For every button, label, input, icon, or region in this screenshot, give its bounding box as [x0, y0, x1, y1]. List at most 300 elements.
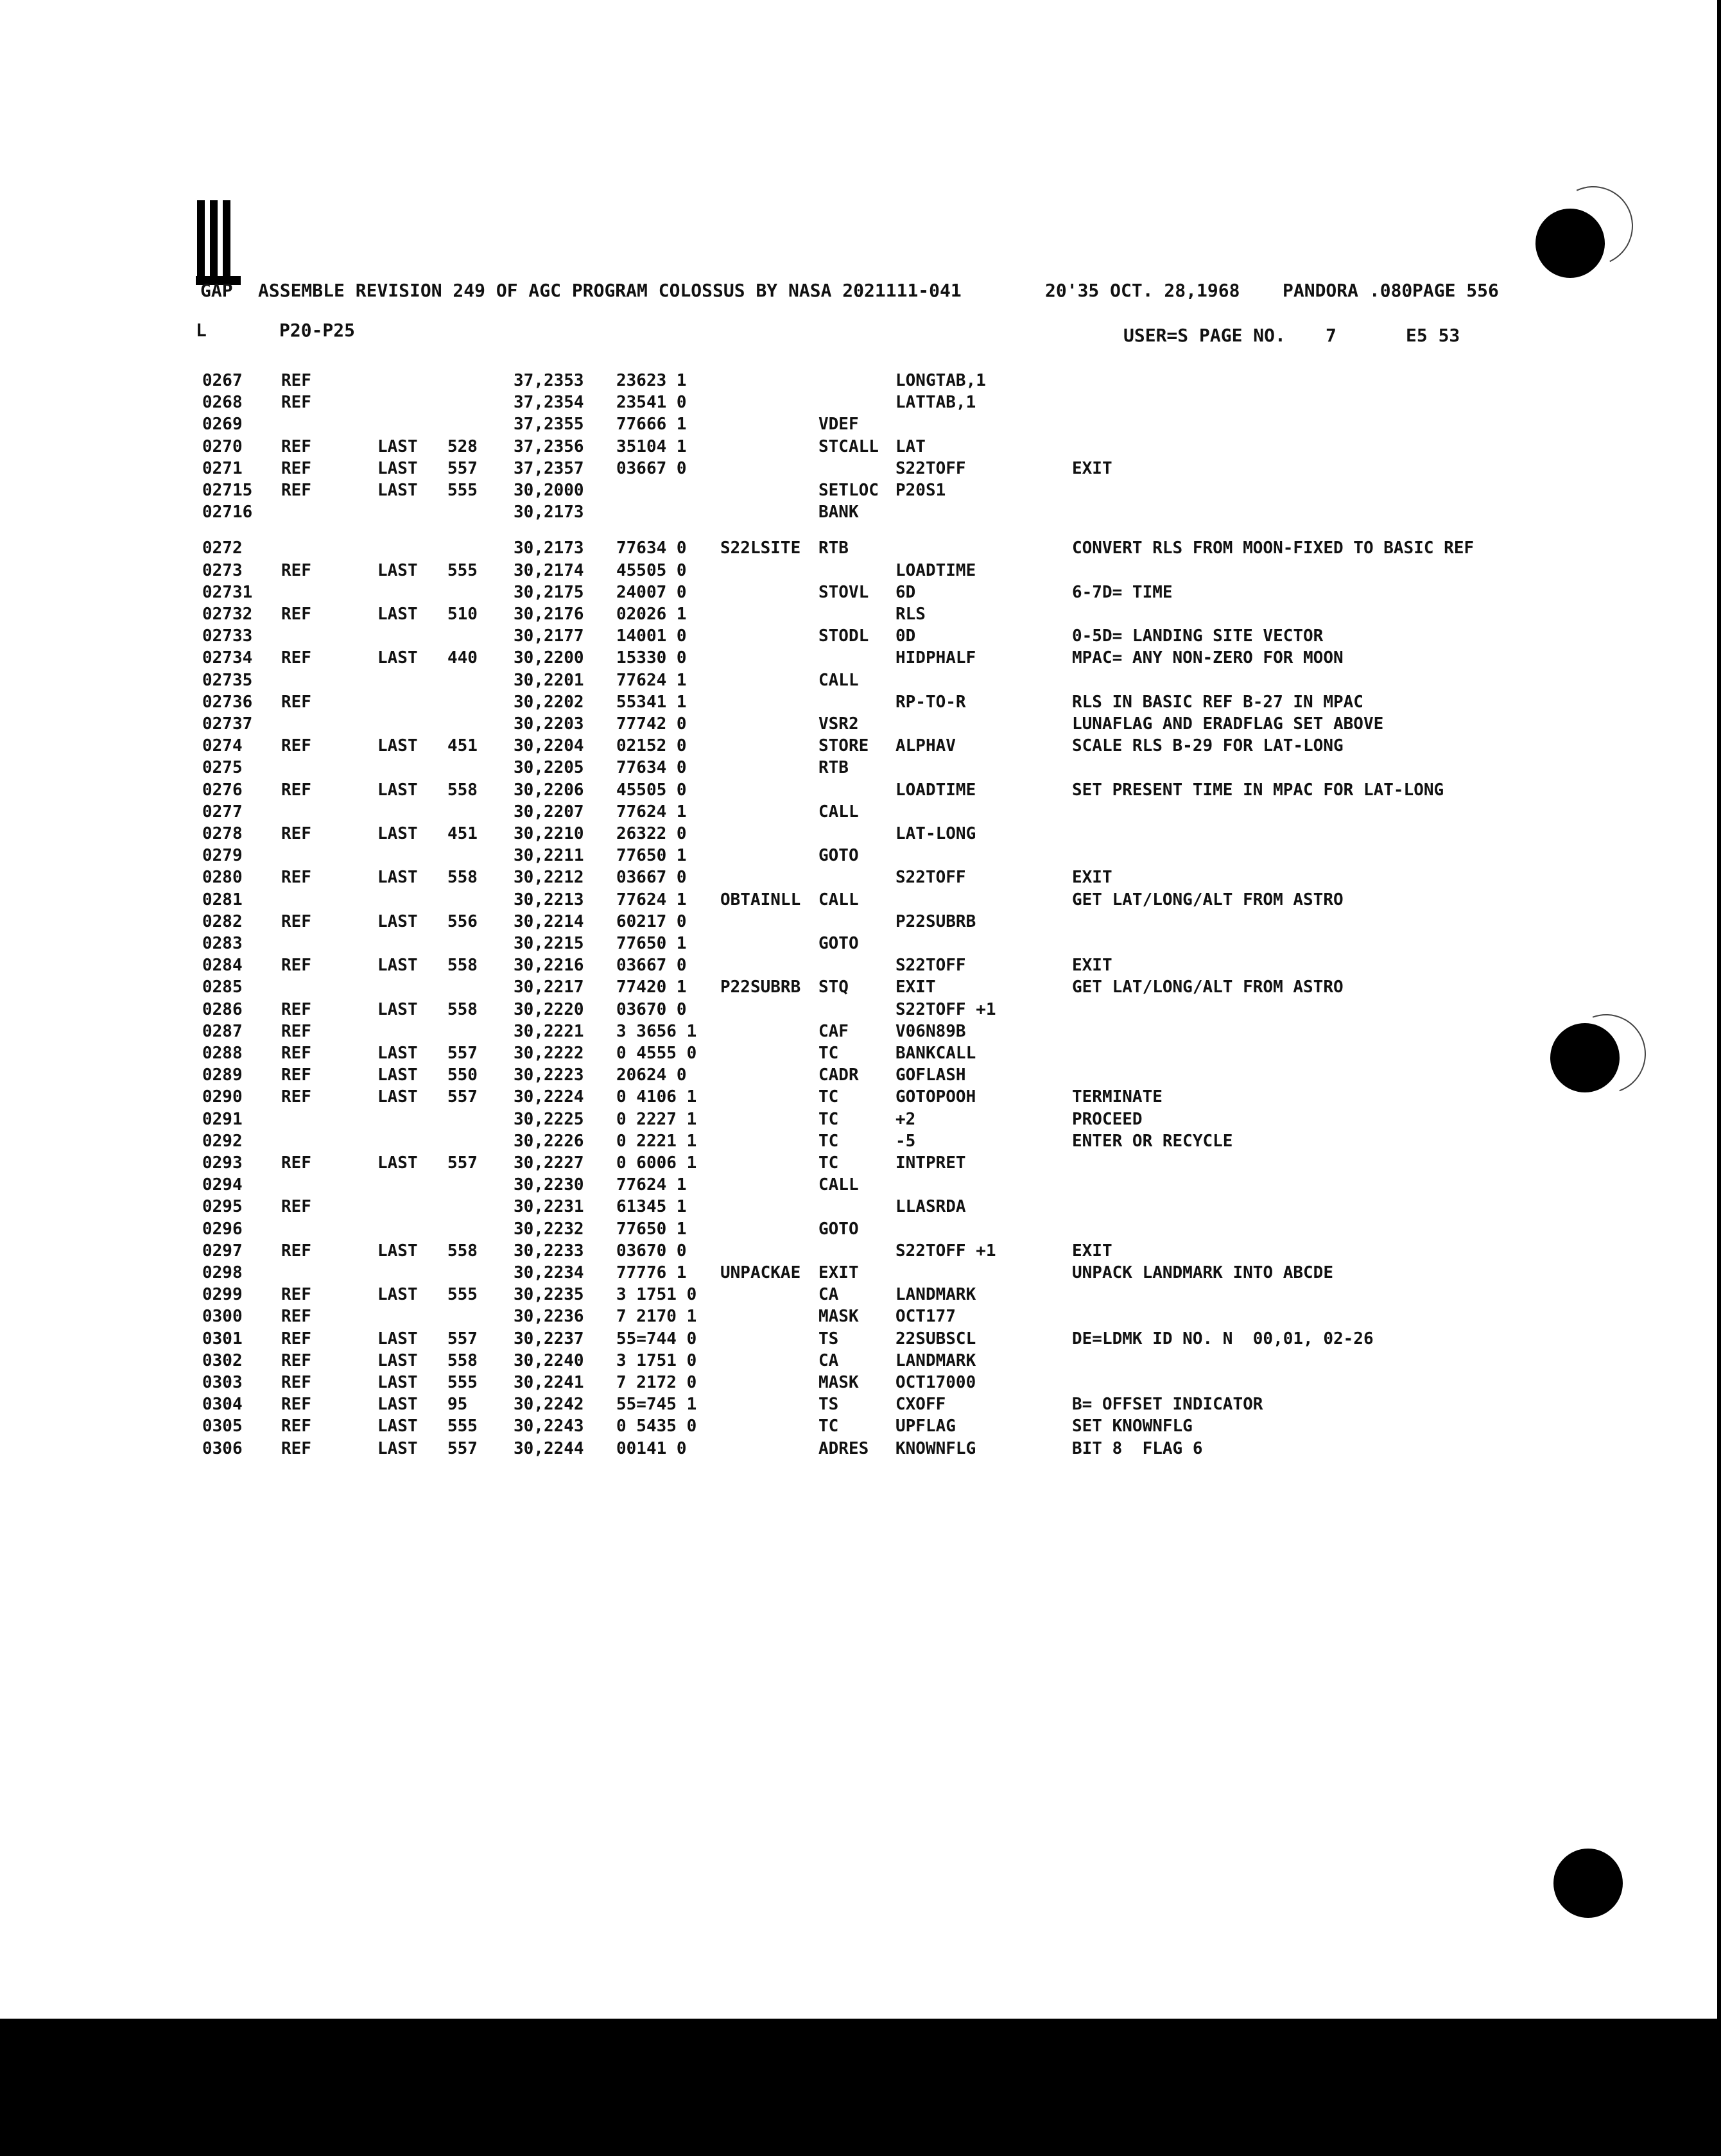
cell-ref: REF	[281, 1329, 311, 1349]
cell-num: 0304	[202, 1395, 243, 1415]
cell-addr: 30,2211	[514, 846, 584, 866]
cell-word: 0 4555 0	[616, 1044, 697, 1063]
cell-label: S22LSITE	[720, 539, 801, 558]
cell-op: STCALL	[818, 436, 879, 456]
cell-num: 02734	[202, 648, 253, 668]
cell-operand: LOADTIME	[895, 780, 976, 800]
cell-last: LAST	[377, 911, 418, 931]
cell-ref: REF	[281, 956, 311, 976]
cell-word: 23541 0	[616, 393, 687, 413]
cell-addr: 30,2201	[514, 670, 584, 690]
cell-operand: P20S1	[895, 481, 946, 500]
cell-num: 0306	[202, 1438, 243, 1458]
cell-num: 0268	[202, 393, 243, 413]
cell-word: 77776 1	[616, 1263, 687, 1282]
cell-last: LAST	[377, 868, 418, 888]
cell-addr: 30,2000	[514, 481, 584, 500]
cell-addr: 30,2200	[514, 648, 584, 668]
cell-op: TC	[818, 1087, 839, 1107]
cell-op: RTB	[818, 758, 849, 778]
cell-last: LAST	[377, 560, 418, 580]
cell-op: CALL	[818, 890, 859, 910]
cell-op: STOVL	[818, 582, 869, 602]
cell-ln: 555	[447, 1373, 478, 1392]
cell-addr: 30,2220	[514, 999, 584, 1019]
cell-ln: 558	[447, 1350, 478, 1370]
cell-num: 0273	[202, 560, 243, 580]
cell-ln: 555	[447, 481, 478, 500]
cell-num: 0292	[202, 1131, 243, 1151]
cell-addr: 30,2235	[514, 1285, 584, 1305]
cell-ref: REF	[281, 1197, 311, 1217]
cell-addr: 30,2176	[514, 605, 584, 624]
cell-num: 0271	[202, 458, 243, 478]
cell-word: 20624 0	[616, 1065, 687, 1085]
cell-word: 77742 0	[616, 714, 687, 734]
cell-addr: 30,2236	[514, 1307, 584, 1327]
cell-ref: REF	[281, 1373, 311, 1392]
cell-num: 0303	[202, 1373, 243, 1392]
cell-word: 26322 0	[616, 824, 687, 843]
cell-op: BANK	[818, 503, 859, 522]
cell-num: 0274	[202, 736, 243, 756]
cell-comment: LUNAFLAG AND ERADFLAG SET ABOVE	[1072, 714, 1384, 734]
cell-addr: 30,2173	[514, 539, 584, 558]
cell-num: 0287	[202, 1021, 243, 1041]
cell-ln: 558	[447, 956, 478, 976]
cell-word: 77650 1	[616, 1219, 687, 1239]
cell-word: 45505 0	[616, 780, 687, 800]
cell-last: LAST	[377, 1417, 418, 1436]
cell-op: STODL	[818, 626, 869, 646]
cell-comment: SET PRESENT TIME IN MPAC FOR LAT-LONG	[1072, 780, 1444, 800]
cell-num: 02732	[202, 605, 253, 624]
cell-ln: 555	[447, 1417, 478, 1436]
cell-label: P22SUBRB	[720, 978, 801, 997]
cell-op: GOTO	[818, 846, 859, 866]
cell-last: LAST	[377, 436, 418, 456]
cell-ref: REF	[281, 1307, 311, 1327]
header-mark: GAP	[200, 280, 233, 301]
punch-hole-bottom	[1553, 1849, 1623, 1918]
cell-addr: 30,2240	[514, 1350, 584, 1370]
cell-operand: LLASRDA	[895, 1197, 966, 1217]
cell-word: 55=744 0	[616, 1329, 697, 1349]
cell-ref: REF	[281, 1417, 311, 1436]
cell-last: LAST	[377, 1438, 418, 1458]
cell-word: 00141 0	[616, 1438, 687, 1458]
cell-ref: REF	[281, 911, 311, 931]
cell-ref: REF	[281, 605, 311, 624]
cell-ref: REF	[281, 736, 311, 756]
cell-num: 02736	[202, 692, 253, 712]
cell-last: LAST	[377, 481, 418, 500]
cell-addr: 30,2223	[514, 1065, 584, 1085]
cell-ref: REF	[281, 999, 311, 1019]
cell-last: LAST	[377, 1241, 418, 1261]
cell-comment: EXIT	[1072, 458, 1112, 478]
cell-operand: V06N89B	[895, 1021, 966, 1041]
cell-num: 0300	[202, 1307, 243, 1327]
cell-comment: 6-7D= TIME	[1072, 582, 1173, 602]
cell-op: CAF	[818, 1021, 849, 1041]
cell-addr: 30,2241	[514, 1373, 584, 1392]
cell-num: 02731	[202, 582, 253, 602]
cell-addr: 37,2356	[514, 436, 584, 456]
cell-op: TC	[818, 1109, 839, 1129]
cell-ln: 557	[447, 1087, 478, 1107]
cell-comment: EXIT	[1072, 868, 1112, 888]
cell-op: CA	[818, 1285, 839, 1305]
cell-num: 0285	[202, 978, 243, 997]
cell-op: VSR2	[818, 714, 859, 734]
cell-operand: OCT17000	[895, 1373, 976, 1392]
cell-addr: 30,2224	[514, 1087, 584, 1107]
cell-operand: 22SUBSCL	[895, 1329, 976, 1349]
header-system: PANDORA .080	[1283, 280, 1413, 301]
cell-operand: KNOWNFLG	[895, 1438, 976, 1458]
punch-hole-arc	[1553, 1001, 1659, 1107]
cell-num: 0281	[202, 890, 243, 910]
cell-addr: 30,2232	[514, 1219, 584, 1239]
cell-word: 03667 0	[616, 458, 687, 478]
cell-operand: LAT-LONG	[895, 824, 976, 843]
cell-operand: GOFLASH	[895, 1065, 966, 1085]
cell-addr: 30,2231	[514, 1197, 584, 1217]
cell-op: CALL	[818, 802, 859, 822]
cell-addr: 30,2230	[514, 1175, 584, 1195]
cell-addr: 30,2212	[514, 868, 584, 888]
cell-ln: 557	[447, 458, 478, 478]
cell-ref: REF	[281, 1438, 311, 1458]
cell-ref: REF	[281, 780, 311, 800]
cell-ln: 510	[447, 605, 478, 624]
cell-last: LAST	[377, 1065, 418, 1085]
cell-ref: REF	[281, 1395, 311, 1415]
cell-ln: 557	[447, 1044, 478, 1063]
cell-word: 77624 1	[616, 802, 687, 822]
cell-comment: B= OFFSET INDICATOR	[1072, 1395, 1263, 1415]
cell-addr: 30,2175	[514, 582, 584, 602]
cell-last: LAST	[377, 999, 418, 1019]
scan-edge	[1717, 0, 1721, 2019]
cell-word: 77666 1	[616, 415, 687, 435]
cell-addr: 30,2233	[514, 1241, 584, 1261]
cell-word: 55=745 1	[616, 1395, 697, 1415]
cell-op: TS	[818, 1329, 839, 1349]
cell-last: LAST	[377, 824, 418, 843]
cell-op: CADR	[818, 1065, 859, 1085]
cell-ln: 557	[447, 1153, 478, 1173]
cell-num: 0297	[202, 1241, 243, 1261]
cell-word: 03670 0	[616, 999, 687, 1019]
cell-num: 0295	[202, 1197, 243, 1217]
cell-addr: 37,2354	[514, 393, 584, 413]
cell-operand: LANDMARK	[895, 1285, 976, 1305]
cell-operand: -5	[895, 1131, 916, 1151]
cell-operand: RLS	[895, 605, 926, 624]
cell-ref: REF	[281, 560, 311, 580]
cell-comment: TERMINATE	[1072, 1087, 1163, 1107]
cell-ref: REF	[281, 1153, 311, 1173]
document-mark-icon	[196, 200, 241, 290]
cell-num: 0283	[202, 934, 243, 953]
cell-operand: INTPRET	[895, 1153, 966, 1173]
cell-operand: S22TOFF +1	[895, 1241, 996, 1261]
cell-ref: REF	[281, 1021, 311, 1041]
cell-word: 77624 1	[616, 1175, 687, 1195]
cell-addr: 30,2202	[514, 692, 584, 712]
cell-ref: REF	[281, 371, 311, 390]
cell-num: 0275	[202, 758, 243, 778]
cell-ref: REF	[281, 692, 311, 712]
cell-addr: 30,2237	[514, 1329, 584, 1349]
header-timestamp: 20'35 OCT. 28,1968	[1045, 280, 1240, 301]
cell-num: 0279	[202, 846, 243, 866]
cell-operand: LOADTIME	[895, 560, 976, 580]
cell-ln: 95	[447, 1395, 468, 1415]
cell-addr: 30,2174	[514, 560, 584, 580]
cell-operand: LONGTAB,1	[895, 371, 986, 390]
cell-addr: 30,2177	[514, 626, 584, 646]
cell-addr: 30,2226	[514, 1131, 584, 1151]
cell-ln: 451	[447, 824, 478, 843]
cell-ref: REF	[281, 1241, 311, 1261]
cell-word: 24007 0	[616, 582, 687, 602]
cell-word: 23623 1	[616, 371, 687, 390]
cell-num: 0277	[202, 802, 243, 822]
cell-comment: EXIT	[1072, 1241, 1112, 1261]
cell-word: 3 1751 0	[616, 1285, 697, 1305]
cell-addr: 30,2227	[514, 1153, 584, 1173]
cell-ref: REF	[281, 1350, 311, 1370]
cell-word: 77650 1	[616, 934, 687, 953]
cell-num: 0293	[202, 1153, 243, 1173]
cell-word: 03667 0	[616, 956, 687, 976]
cell-ref: REF	[281, 458, 311, 478]
cell-ln: 558	[447, 999, 478, 1019]
cell-word: 77624 1	[616, 670, 687, 690]
cell-last: LAST	[377, 736, 418, 756]
cell-ln: 557	[447, 1438, 478, 1458]
cell-word: 15330 0	[616, 648, 687, 668]
cell-num: 0291	[202, 1109, 243, 1129]
cell-operand: HIDPHALF	[895, 648, 976, 668]
cell-operand: S22TOFF	[895, 956, 966, 976]
cell-op: MASK	[818, 1373, 859, 1392]
cell-word: 0 2221 1	[616, 1131, 697, 1151]
cell-label: OBTAINLL	[720, 890, 801, 910]
cell-operand: BANKCALL	[895, 1044, 976, 1063]
cell-label: UNPACKAE	[720, 1263, 801, 1282]
cell-ref: REF	[281, 436, 311, 456]
cell-ln: 558	[447, 868, 478, 888]
cell-ln: 555	[447, 1285, 478, 1305]
cell-last: LAST	[377, 458, 418, 478]
cell-num: 0302	[202, 1350, 243, 1370]
cell-comment: EXIT	[1072, 956, 1112, 976]
cell-last: LAST	[377, 648, 418, 668]
cell-operand: CXOFF	[895, 1395, 946, 1415]
cell-comment: 0-5D= LANDING SITE VECTOR	[1072, 626, 1324, 646]
cell-num: 0284	[202, 956, 243, 976]
cell-word: 3 3656 1	[616, 1021, 697, 1041]
cell-word: 55341 1	[616, 692, 687, 712]
cell-last: LAST	[377, 1153, 418, 1173]
cell-num: 0270	[202, 436, 243, 456]
cell-addr: 30,2225	[514, 1109, 584, 1129]
cell-comment: SET KNOWNFLG	[1072, 1417, 1193, 1436]
cell-ref: REF	[281, 1044, 311, 1063]
cell-op: TC	[818, 1131, 839, 1151]
cell-comment: RLS IN BASIC REF B-27 IN MPAC	[1072, 692, 1363, 712]
cell-comment: DE=LDMK ID NO. N 00,01, 02-26	[1072, 1329, 1374, 1349]
cell-ref: REF	[281, 648, 311, 668]
cell-num: 0298	[202, 1263, 243, 1282]
cell-ln: 556	[447, 911, 478, 931]
cell-operand: OCT177	[895, 1307, 956, 1327]
cell-addr: 30,2216	[514, 956, 584, 976]
cell-num: 0280	[202, 868, 243, 888]
cell-comment: SCALE RLS B-29 FOR LAT-LONG	[1072, 736, 1344, 756]
cell-num: 02735	[202, 670, 253, 690]
cell-ln: 558	[447, 1241, 478, 1261]
cell-addr: 37,2353	[514, 371, 584, 390]
cell-operand: LANDMARK	[895, 1350, 976, 1370]
cell-word: 60217 0	[616, 911, 687, 931]
cell-ln: 557	[447, 1329, 478, 1349]
cell-word: 0 2227 1	[616, 1109, 697, 1129]
cell-addr: 30,2215	[514, 934, 584, 953]
cell-op: TC	[818, 1417, 839, 1436]
cell-operand: LAT	[895, 436, 926, 456]
cell-operand: EXIT	[895, 978, 936, 997]
cell-last: LAST	[377, 1087, 418, 1107]
cell-num: 0289	[202, 1065, 243, 1085]
cell-num: 0294	[202, 1175, 243, 1195]
cell-num: 0299	[202, 1285, 243, 1305]
cell-addr: 30,2213	[514, 890, 584, 910]
cell-ref: REF	[281, 1285, 311, 1305]
cell-op: STORE	[818, 736, 869, 756]
cell-ref: REF	[281, 481, 311, 500]
cell-num: 02733	[202, 626, 253, 646]
cell-ref: REF	[281, 824, 311, 843]
cell-last: LAST	[377, 956, 418, 976]
cell-last: LAST	[377, 1395, 418, 1415]
cell-word: 0 5435 0	[616, 1417, 697, 1436]
cell-last: LAST	[377, 1350, 418, 1370]
cell-op: MASK	[818, 1307, 859, 1327]
cell-addr: 30,2222	[514, 1044, 584, 1063]
header-code: E5 53	[1406, 325, 1460, 346]
header-title: ASSEMBLE REVISION 249 OF AGC PROGRAM COLOSSUS BY NASA 2021111-041	[258, 280, 962, 301]
cell-comment: ENTER OR RECYCLE	[1072, 1131, 1233, 1151]
cell-num: 0278	[202, 824, 243, 843]
cell-last: LAST	[377, 1285, 418, 1305]
cell-op: TS	[818, 1395, 839, 1415]
cell-num: 0305	[202, 1417, 243, 1436]
cell-word: 77634 0	[616, 539, 687, 558]
cell-word: 77624 1	[616, 890, 687, 910]
cell-word: 02026 1	[616, 605, 687, 624]
cell-ref: REF	[281, 393, 311, 413]
cell-num: 0288	[202, 1044, 243, 1063]
cell-op: CALL	[818, 1175, 859, 1195]
cell-addr: 30,2242	[514, 1395, 584, 1415]
header-col-l: L	[196, 320, 207, 341]
cell-addr: 30,2214	[514, 911, 584, 931]
cell-last: LAST	[377, 1329, 418, 1349]
cell-addr: 30,2221	[514, 1021, 584, 1041]
cell-op: EXIT	[818, 1263, 859, 1282]
cell-word: 03670 0	[616, 1241, 687, 1261]
cell-addr: 30,2217	[514, 978, 584, 997]
cell-ln: 558	[447, 780, 478, 800]
cell-num: 0282	[202, 911, 243, 931]
cell-operand: GOTOPOOH	[895, 1087, 976, 1107]
cell-addr: 30,2173	[514, 503, 584, 522]
cell-last: LAST	[377, 780, 418, 800]
cell-operand: +2	[895, 1109, 916, 1129]
cell-addr: 30,2244	[514, 1438, 584, 1458]
cell-num: 0272	[202, 539, 243, 558]
cell-op: GOTO	[818, 934, 859, 953]
cell-op: VDEF	[818, 415, 859, 435]
cell-operand: ALPHAV	[895, 736, 956, 756]
cell-op: SETLOC	[818, 481, 879, 500]
cell-comment: CONVERT RLS FROM MOON-FIXED TO BASIC REF	[1072, 539, 1475, 558]
cell-num: 0296	[202, 1219, 243, 1239]
cell-addr: 30,2207	[514, 802, 584, 822]
cell-op: CALL	[818, 670, 859, 690]
cell-word: 3 1751 0	[616, 1350, 697, 1370]
cell-addr: 30,2205	[514, 758, 584, 778]
cell-addr: 30,2204	[514, 736, 584, 756]
header-page: PAGE 556	[1412, 280, 1499, 301]
cell-operand: 0D	[895, 626, 916, 646]
header-section: P20-P25	[279, 320, 356, 341]
cell-comment: GET LAT/LONG/ALT FROM ASTRO	[1072, 978, 1344, 997]
cell-word: 7 2170 1	[616, 1307, 697, 1327]
cell-word: 7 2172 0	[616, 1373, 697, 1392]
cell-ln: 440	[447, 648, 478, 668]
cell-word: 02152 0	[616, 736, 687, 756]
cell-word: 77650 1	[616, 846, 687, 866]
cell-op: TC	[818, 1153, 839, 1173]
cell-operand: LATTAB,1	[895, 393, 976, 413]
cell-word: 61345 1	[616, 1197, 687, 1217]
cell-word: 03667 0	[616, 868, 687, 888]
cell-comment: BIT 8 FLAG 6	[1072, 1438, 1203, 1458]
scan-border	[0, 2019, 1721, 2156]
cell-operand: P22SUBRB	[895, 911, 976, 931]
cell-last: LAST	[377, 605, 418, 624]
cell-ref: REF	[281, 1087, 311, 1107]
cell-addr: 30,2210	[514, 824, 584, 843]
cell-addr: 37,2355	[514, 415, 584, 435]
cell-addr: 37,2357	[514, 458, 584, 478]
cell-op: ADRES	[818, 1438, 869, 1458]
header-user-page-no: 7	[1326, 325, 1336, 346]
cell-num: 0269	[202, 415, 243, 435]
cell-last: LAST	[377, 1373, 418, 1392]
cell-word: 0 4106 1	[616, 1087, 697, 1107]
cell-comment: MPAC= ANY NON-ZERO FOR MOON	[1072, 648, 1344, 668]
cell-op: GOTO	[818, 1219, 859, 1239]
cell-ln: 555	[447, 560, 478, 580]
cell-operand: S22TOFF	[895, 458, 966, 478]
